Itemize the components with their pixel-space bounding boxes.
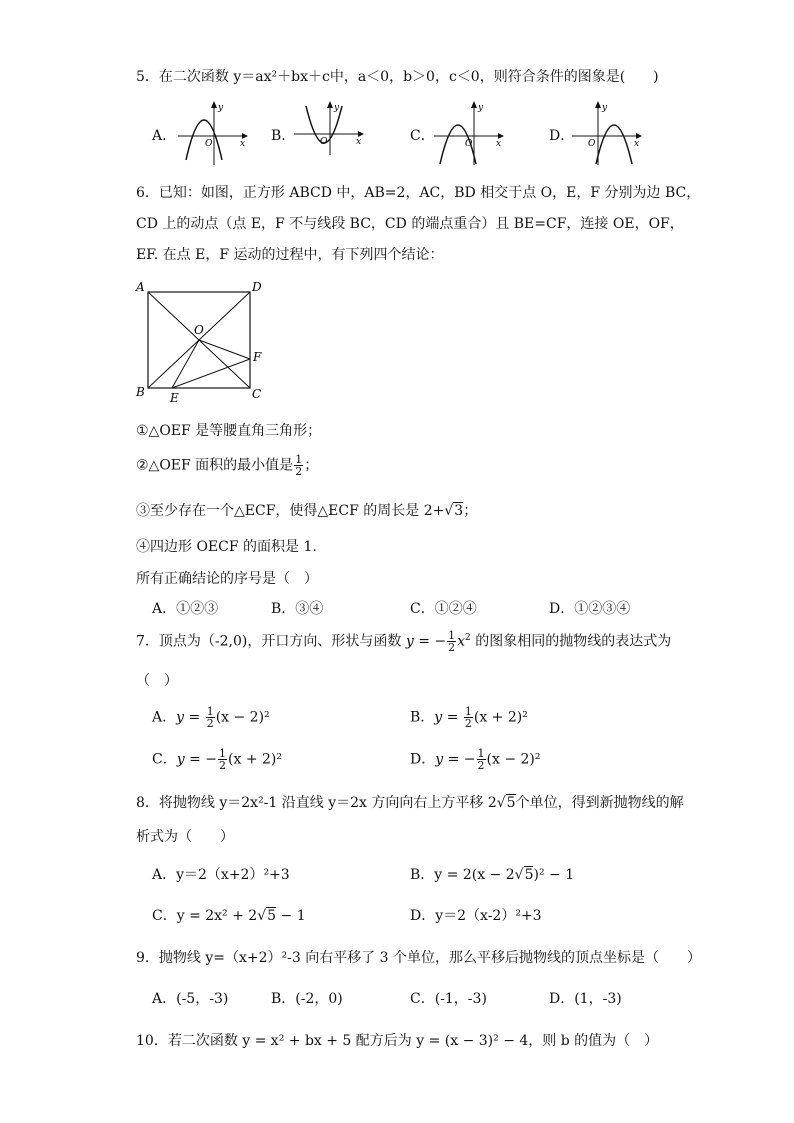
q5-graph-c-y: y xyxy=(478,103,484,113)
q6-conclusion-2 xyxy=(136,454,318,477)
q8-sqrt-sign: √ xyxy=(496,795,506,811)
q8-option-b-sqrt: √ xyxy=(514,867,524,883)
q5-graph-a-y: y xyxy=(218,103,224,113)
q6-c2-num: 1 xyxy=(295,453,303,466)
q8-option-c-radicand: 5 xyxy=(267,908,277,924)
q5-graph-b-y: y xyxy=(334,103,340,113)
q5-graph-d-o: O xyxy=(588,139,596,149)
q5-graph-c-x: x xyxy=(496,139,502,149)
q7-stem: 7．顶点为（-2,0)，开口方向、形状与函数 y = − $\frac{1}{2}$ $x^2$ 的图象相同的抛物线的表达式为 xyxy=(136,629,672,654)
q6-conclusion-1: ①△OEF 是等腰直角三角形； xyxy=(136,423,322,439)
q5-graph-b xyxy=(294,100,366,166)
q8-option-b-post: )² − 1 xyxy=(533,867,575,883)
q7-stem-pre: 7．顶点为（-2,0)，开口方向、形状与函数 xyxy=(136,633,402,650)
q6-c3-radicand: 3 xyxy=(454,503,464,519)
q9-stem: 9．抛物线 y=（x+2）²-3 向右平移了 3 个单位，那么平移后抛物线的顶点坐标是（ ） xyxy=(136,950,702,966)
q9-option-b[interactable]: B．(-2，0) xyxy=(271,991,343,1007)
q5-option-b-label: B． xyxy=(271,128,296,144)
q6-label-d: D xyxy=(252,280,262,294)
q5-option-c-label: C． xyxy=(410,128,435,144)
q6-label-b: B xyxy=(136,385,145,399)
q7-option-b[interactable]: B．y = $\frac{1}{2}$ (x + 2)² xyxy=(410,705,528,730)
q5-graph-c-o: O xyxy=(465,139,473,149)
q6-option-a[interactable]: A．①②③ xyxy=(152,601,219,617)
q7-option-c-sign: − xyxy=(205,751,218,768)
q6-conclusion-4: ④四边形 OECF 的面积是 1. xyxy=(136,539,317,555)
q7-option-a-label: A． xyxy=(152,709,177,726)
q6-c3-post: ； xyxy=(463,503,478,519)
q9-option-d[interactable]: D．(1，-3) xyxy=(549,991,622,1007)
q8-line1-pre: 8．将抛物线 y＝2x²-1 沿直线 y＝2x 方向向右上方平移 2 xyxy=(136,795,497,811)
q7-option-b-label: B． xyxy=(410,709,435,726)
q7-option-d[interactable]: D．y = − $\frac{1}{2}$ (x − 2)² xyxy=(410,747,541,772)
q8-option-c-post: − 1 xyxy=(276,908,306,924)
q7-stem-fraction: $\frac{1}{2}$ xyxy=(448,629,456,654)
q6-c2-den: 2 xyxy=(295,465,303,478)
q6-label-o: O xyxy=(194,323,204,337)
q6-c3-text: ③至少存在一个△ECF，使得△ECF 的周长是 2+ xyxy=(136,503,445,519)
q5-graph-b-o: O xyxy=(320,137,328,147)
q5-option-d-label: D． xyxy=(549,128,575,144)
q7-option-c-label: C． xyxy=(152,751,177,768)
q7-option-c-tail: (x + 2)² xyxy=(228,751,282,768)
q7-option-c[interactable]: C．y = − $\frac{1}{2}$ (x + 2)² xyxy=(152,747,282,772)
q6-ask: 所有正确结论的序号是（ ） xyxy=(136,571,318,587)
q6-line2: CD 上的动点（点 E，F 不与线段 BC，CD 的端点重合）且 BE=CF，连接 OE，OF， xyxy=(136,216,684,232)
q8-line1-radicand: 5 xyxy=(506,795,516,811)
q9-option-a[interactable]: A．(-5，-3) xyxy=(152,991,229,1007)
q6-c2-fraction xyxy=(294,454,303,477)
q6-square-figure xyxy=(134,278,274,404)
q10-stem: 10．若二次函数 y = x² + bx + 5 配方后为 y = (x − 3)² − 4，则 b 的值为（ ） xyxy=(136,1033,659,1049)
q6-option-b[interactable]: B．③④ xyxy=(271,601,324,617)
q8-option-c[interactable] xyxy=(152,905,306,925)
q7-option-a[interactable]: A．y = $\frac{1}{2}$ (x − 2)² xyxy=(152,705,270,730)
q5-graph-c xyxy=(434,100,506,166)
q6-label-f: F xyxy=(253,350,262,364)
q5-option-a-label: A． xyxy=(152,128,177,144)
q8-option-b-pre: B．y = 2(x − 2 xyxy=(410,867,515,883)
q8-option-b[interactable] xyxy=(410,864,574,884)
q7-option-d-label: D． xyxy=(410,751,436,768)
q8-option-a[interactable]: A．y＝2（x+2）²+3 xyxy=(152,867,290,883)
q7-option-b-tail: (x + 2)² xyxy=(473,709,528,726)
q5-graph-a-o: O xyxy=(205,139,213,149)
q6-label-c: C xyxy=(252,387,262,401)
q9-option-c[interactable]: C．(-1，-3) xyxy=(410,991,487,1007)
q6-label-e: E xyxy=(170,391,179,404)
q6-label-a: A xyxy=(136,280,145,294)
q8-option-b-radicand: 5 xyxy=(524,867,534,883)
q8-line2: 析式为（ ） xyxy=(136,829,234,845)
q8-option-c-pre: C．y = 2x² + 2 xyxy=(152,908,258,924)
q7-stem-post: 的图象相同的抛物线的表达式为 xyxy=(475,633,672,650)
q5-graph-a-x: x xyxy=(240,139,246,149)
q5-graph-b-x: x xyxy=(356,137,362,147)
q5-graph-a xyxy=(178,100,250,166)
q6-line3: EF. 在点 E，F 运动的过程中，有下列四个结论： xyxy=(136,247,444,263)
q8-option-d[interactable]: D．y＝2（x-2）²+3 xyxy=(410,908,542,924)
q5-graph-d-y: y xyxy=(602,103,608,113)
q6-c2-text: ②△OEF 面积的最小值是 xyxy=(136,457,294,474)
q6-c3-sqrt-sign: √ xyxy=(444,503,454,519)
q6-c2-post: ； xyxy=(304,457,319,474)
q8-line1-post: 个单位，得到新抛物线的解 xyxy=(515,795,684,811)
q6-conclusion-3 xyxy=(136,500,477,520)
q5-graph-d-x: x xyxy=(634,139,640,149)
q5-stem: 5．在二次函数 y＝ax²＋bx＋c中，a＜0，b＞0，c＜0，则符合条件的图象是( ) xyxy=(136,69,659,85)
q6-line1: 6．已知：如图，正方形 ABCD 中，AB=2，AC，BD 相交于点 O，E，F 分别为边 BC， xyxy=(136,185,701,201)
q7-option-d-sign: − xyxy=(463,751,476,768)
q7-option-d-tail: (x − 2)² xyxy=(486,751,541,768)
q6-option-c[interactable]: C．①②④ xyxy=(410,601,477,617)
q7-option-a-tail: (x − 2)² xyxy=(215,709,270,726)
q7-paren: （ ） xyxy=(136,673,178,689)
q8-option-c-sqrt: √ xyxy=(257,908,267,924)
q6-option-d[interactable]: D．①②③④ xyxy=(549,601,631,617)
q8-line1 xyxy=(136,792,684,812)
q5-graph-d xyxy=(572,100,644,166)
q7-func-y: y xyxy=(405,633,414,650)
